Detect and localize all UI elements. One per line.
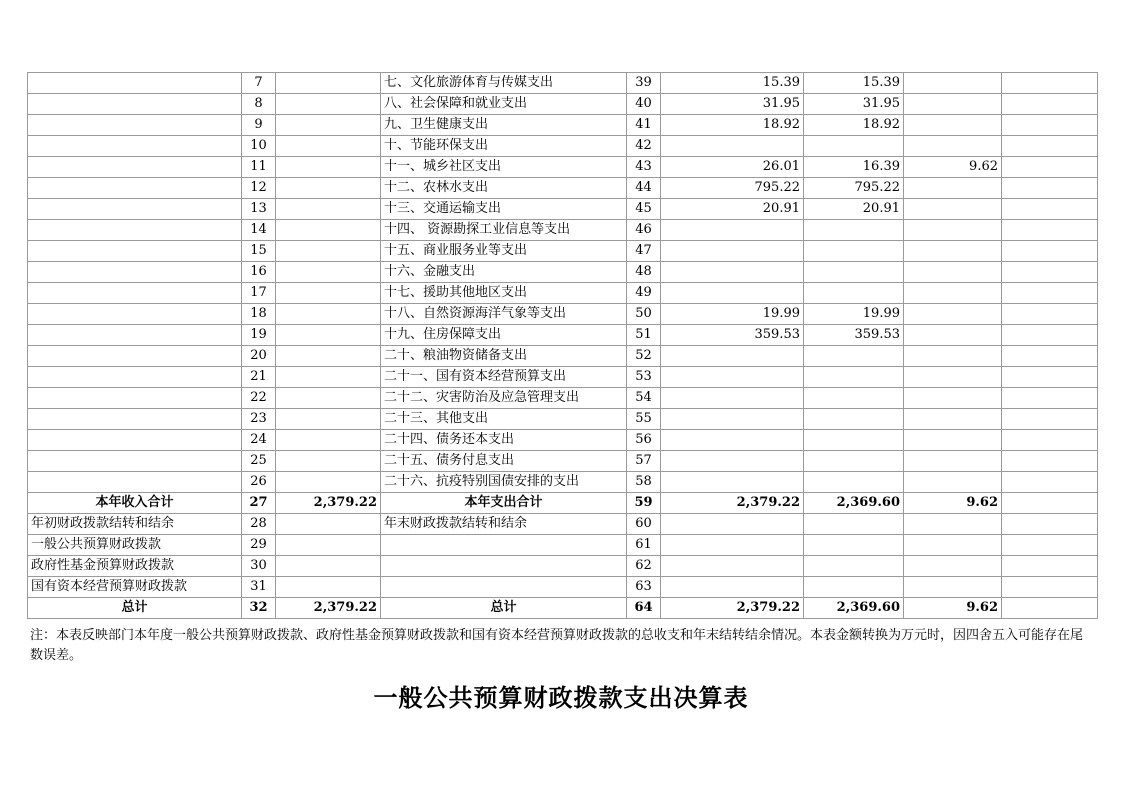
expense-total-cell: [661, 514, 804, 535]
income-amount-cell: [276, 157, 381, 178]
expense-line-number: 39: [627, 73, 661, 94]
government-fund-cell: [904, 577, 1002, 598]
state-capital-cell: [1002, 325, 1098, 346]
income-amount-cell: [276, 472, 381, 493]
state-capital-cell: [1002, 220, 1098, 241]
expense-total-cell: 15.39: [661, 73, 804, 94]
expense-line-number: 61: [627, 535, 661, 556]
table-row: [28, 94, 1098, 115]
general-budget-cell: [804, 430, 904, 451]
general-budget-cell: [804, 283, 904, 304]
government-fund-cell: [904, 115, 1002, 136]
government-fund-cell: [904, 94, 1002, 115]
general-budget-cell: 16.39: [804, 157, 904, 178]
expense-item-cell: 年末财政拨款结转和结余: [381, 514, 627, 535]
expense-item-cell: 二十、粮油物资储备支出: [381, 346, 627, 367]
state-capital-cell: [1002, 451, 1098, 472]
general-budget-cell: [804, 451, 904, 472]
expense-total-cell: 26.01: [661, 157, 804, 178]
income-amount-cell: [276, 220, 381, 241]
expense-total-cell: [661, 367, 804, 388]
income-line-number: 7: [242, 73, 276, 94]
income-line-number: 31: [242, 577, 276, 598]
table-row: [28, 388, 1098, 409]
expense-line-number: 54: [627, 388, 661, 409]
expense-line-number: 58: [627, 472, 661, 493]
income-line-number: 27: [242, 493, 276, 514]
general-budget-cell: [804, 262, 904, 283]
government-fund-cell: 9.62: [904, 157, 1002, 178]
expense-total-cell: 795.22: [661, 178, 804, 199]
income-line-number: 32: [242, 598, 276, 619]
government-fund-cell: [904, 325, 1002, 346]
income-item-cell: [28, 472, 242, 493]
expense-line-number: 52: [627, 346, 661, 367]
table-row: [28, 535, 1098, 556]
expense-line-number: 42: [627, 136, 661, 157]
income-line-number: 23: [242, 409, 276, 430]
government-fund-cell: [904, 346, 1002, 367]
general-budget-cell: [804, 409, 904, 430]
general-budget-cell: 795.22: [804, 178, 904, 199]
state-capital-cell: [1002, 409, 1098, 430]
general-budget-cell: 19.99: [804, 304, 904, 325]
income-line-number: 21: [242, 367, 276, 388]
expense-item-cell: 八、社会保障和就业支出: [381, 94, 627, 115]
state-capital-cell: [1002, 430, 1098, 451]
expense-item-cell: 二十一、国有资本经营预算支出: [381, 367, 627, 388]
general-budget-cell: [804, 220, 904, 241]
income-amount-cell: [276, 451, 381, 472]
expense-line-number: 40: [627, 94, 661, 115]
expense-total-cell: 19.99: [661, 304, 804, 325]
expense-item-cell: 九、卫生健康支出: [381, 115, 627, 136]
next-section-title: 一般公共预算财政拨款支出决算表: [373, 684, 749, 712]
income-amount-cell: [276, 241, 381, 262]
table-row: [28, 367, 1098, 388]
income-item-cell: [28, 178, 242, 199]
expense-total-cell: 18.92: [661, 115, 804, 136]
expense-line-number: 46: [627, 220, 661, 241]
state-capital-cell: [1002, 493, 1098, 514]
income-amount-cell: [276, 178, 381, 199]
income-line-number: 30: [242, 556, 276, 577]
state-capital-cell: [1002, 556, 1098, 577]
expense-line-number: 41: [627, 115, 661, 136]
income-item-cell: [28, 367, 242, 388]
government-fund-cell: [904, 178, 1002, 199]
state-capital-cell: [1002, 367, 1098, 388]
expense-item-cell: 十二、农林水支出: [381, 178, 627, 199]
general-budget-cell: 359.53: [804, 325, 904, 346]
income-line-number: 8: [242, 94, 276, 115]
expense-total-cell: [661, 472, 804, 493]
government-fund-cell: [904, 430, 1002, 451]
expense-total-cell: [661, 241, 804, 262]
government-fund-cell: [904, 283, 1002, 304]
table-row: [28, 556, 1098, 577]
income-item-cell: [28, 241, 242, 262]
income-item-cell: [28, 346, 242, 367]
general-budget-cell: [804, 514, 904, 535]
income-amount-cell: [276, 325, 381, 346]
expense-item-cell: 十九、住房保障支出: [381, 325, 627, 346]
table-row: [28, 514, 1098, 535]
general-budget-cell: [804, 367, 904, 388]
income-item-cell: 政府性基金预算财政拨款: [28, 556, 242, 577]
expense-line-number: 43: [627, 157, 661, 178]
expense-line-number: 45: [627, 199, 661, 220]
income-item-cell: [28, 94, 242, 115]
total-row: [28, 598, 1098, 619]
income-line-number: 29: [242, 535, 276, 556]
expense-line-number: 57: [627, 451, 661, 472]
expense-item-cell: 本年支出合计: [381, 493, 627, 514]
income-amount-cell: 2,379.22: [276, 598, 381, 619]
expense-total-cell: [661, 577, 804, 598]
state-capital-cell: [1002, 94, 1098, 115]
government-fund-cell: [904, 241, 1002, 262]
table-row: [28, 136, 1098, 157]
income-item-cell: [28, 325, 242, 346]
income-amount-cell: [276, 73, 381, 94]
income-amount-cell: [276, 409, 381, 430]
expense-total-cell: [661, 409, 804, 430]
income-line-number: 13: [242, 199, 276, 220]
table-row: [28, 262, 1098, 283]
expense-line-number: 55: [627, 409, 661, 430]
table-row: [28, 220, 1098, 241]
expense-item-cell: 二十二、灾害防治及应急管理支出: [381, 388, 627, 409]
table-row: [28, 304, 1098, 325]
expense-item-cell: [381, 577, 627, 598]
expense-item-cell: 十三、交通运输支出: [381, 199, 627, 220]
government-fund-cell: [904, 514, 1002, 535]
table-row: [28, 178, 1098, 199]
income-amount-cell: [276, 346, 381, 367]
government-fund-cell: [904, 556, 1002, 577]
table-row: [28, 157, 1098, 178]
general-budget-cell: [804, 472, 904, 493]
income-line-number: 12: [242, 178, 276, 199]
income-item-cell: [28, 388, 242, 409]
income-item-cell: [28, 157, 242, 178]
expense-line-number: 56: [627, 430, 661, 451]
general-budget-cell: [804, 577, 904, 598]
state-capital-cell: [1002, 304, 1098, 325]
expense-line-number: 62: [627, 556, 661, 577]
state-capital-cell: [1002, 115, 1098, 136]
table-row: [28, 472, 1098, 493]
expense-item-cell: 十、节能环保支出: [381, 136, 627, 157]
expense-total-cell: [661, 262, 804, 283]
general-budget-cell: [804, 346, 904, 367]
expense-line-number: 60: [627, 514, 661, 535]
income-item-cell: 年初财政拨款结转和结余: [28, 514, 242, 535]
income-line-number: 20: [242, 346, 276, 367]
income-item-cell: [28, 115, 242, 136]
income-amount-cell: [276, 577, 381, 598]
expense-line-number: 48: [627, 262, 661, 283]
total-row: [28, 493, 1098, 514]
government-fund-cell: [904, 535, 1002, 556]
income-line-number: 24: [242, 430, 276, 451]
expense-item-cell: 十五、商业服务业等支出: [381, 241, 627, 262]
state-capital-cell: [1002, 199, 1098, 220]
income-line-number: 18: [242, 304, 276, 325]
government-fund-cell: [904, 304, 1002, 325]
expense-total-cell: [661, 283, 804, 304]
state-capital-cell: [1002, 514, 1098, 535]
general-budget-cell: [804, 136, 904, 157]
state-capital-cell: [1002, 241, 1098, 262]
income-amount-cell: 2,379.22: [276, 493, 381, 514]
income-item-cell: [28, 136, 242, 157]
table-row: [28, 577, 1098, 598]
government-fund-cell: [904, 409, 1002, 430]
income-amount-cell: [276, 262, 381, 283]
general-budget-cell: [804, 388, 904, 409]
expense-total-cell: [661, 388, 804, 409]
state-capital-cell: [1002, 262, 1098, 283]
expense-line-number: 64: [627, 598, 661, 619]
state-capital-cell: [1002, 577, 1098, 598]
general-budget-cell: [804, 241, 904, 262]
expense-total-cell: 31.95: [661, 94, 804, 115]
state-capital-cell: [1002, 136, 1098, 157]
expense-total-cell: [661, 220, 804, 241]
income-line-number: 11: [242, 157, 276, 178]
table-note: 注：本表反映部门本年度一般公共预算财政拨款、政府性基金预算财政拨款和国有资本经营预算财政拨款的总收支和年末结转结余情况。本表金额转换为万元时，因四舍五入可能存在尾数误差。: [30, 628, 1084, 663]
income-amount-cell: [276, 115, 381, 136]
income-item-cell: 本年收入合计: [28, 493, 242, 514]
income-item-cell: [28, 451, 242, 472]
expense-line-number: 50: [627, 304, 661, 325]
general-budget-cell: [804, 535, 904, 556]
expense-total-cell: [661, 136, 804, 157]
expense-item-cell: [381, 556, 627, 577]
expense-total-cell: [661, 535, 804, 556]
expense-item-cell: 二十五、债务付息支出: [381, 451, 627, 472]
table-row: [28, 115, 1098, 136]
expense-item-cell: 十八、自然资源海洋气象等支出: [381, 304, 627, 325]
government-fund-cell: [904, 388, 1002, 409]
income-line-number: 17: [242, 283, 276, 304]
income-line-number: 16: [242, 262, 276, 283]
income-item-cell: [28, 304, 242, 325]
income-amount-cell: [276, 367, 381, 388]
government-fund-cell: [904, 451, 1002, 472]
state-capital-cell: [1002, 346, 1098, 367]
income-item-cell: [28, 283, 242, 304]
table-row: [28, 409, 1098, 430]
income-amount-cell: [276, 283, 381, 304]
general-budget-cell: 20.91: [804, 199, 904, 220]
table-row: [28, 283, 1098, 304]
government-fund-cell: [904, 262, 1002, 283]
table-row: [28, 430, 1098, 451]
income-amount-cell: [276, 388, 381, 409]
expense-item-cell: 二十三、其他支出: [381, 409, 627, 430]
income-amount-cell: [276, 430, 381, 451]
income-amount-cell: [276, 556, 381, 577]
state-capital-cell: [1002, 388, 1098, 409]
income-item-cell: [28, 73, 242, 94]
government-fund-cell: [904, 199, 1002, 220]
table-row: [28, 451, 1098, 472]
expense-total-cell: [661, 430, 804, 451]
income-item-cell: [28, 409, 242, 430]
income-line-number: 14: [242, 220, 276, 241]
income-item-cell: [28, 220, 242, 241]
expense-total-cell: [661, 346, 804, 367]
income-line-number: 25: [242, 451, 276, 472]
state-capital-cell: [1002, 472, 1098, 493]
expense-item-cell: [381, 535, 627, 556]
income-item-cell: 一般公共预算财政拨款: [28, 535, 242, 556]
government-fund-cell: [904, 220, 1002, 241]
state-capital-cell: [1002, 178, 1098, 199]
income-amount-cell: [276, 304, 381, 325]
income-line-number: 10: [242, 136, 276, 157]
expense-line-number: 63: [627, 577, 661, 598]
income-line-number: 26: [242, 472, 276, 493]
expense-line-number: 44: [627, 178, 661, 199]
general-budget-cell: [804, 556, 904, 577]
expense-line-number: 47: [627, 241, 661, 262]
government-fund-cell: [904, 73, 1002, 94]
general-budget-cell: 31.95: [804, 94, 904, 115]
expense-line-number: 59: [627, 493, 661, 514]
income-line-number: 28: [242, 514, 276, 535]
expense-line-number: 53: [627, 367, 661, 388]
general-budget-cell: 2,369.60: [804, 493, 904, 514]
government-fund-cell: [904, 367, 1002, 388]
income-amount-cell: [276, 136, 381, 157]
income-line-number: 15: [242, 241, 276, 262]
table-row: [28, 73, 1098, 94]
government-fund-cell: [904, 136, 1002, 157]
expense-item-cell: 十一、城乡社区支出: [381, 157, 627, 178]
income-amount-cell: [276, 94, 381, 115]
table-row: [28, 346, 1098, 367]
expense-item-cell: 总计: [381, 598, 627, 619]
general-budget-cell: 2,369.60: [804, 598, 904, 619]
table-row: [28, 199, 1098, 220]
income-item-cell: [28, 262, 242, 283]
expense-item-cell: 十六、金融支出: [381, 262, 627, 283]
income-amount-cell: [276, 535, 381, 556]
expense-total-cell: 2,379.22: [661, 598, 804, 619]
general-budget-cell: 18.92: [804, 115, 904, 136]
income-item-cell: 总计: [28, 598, 242, 619]
expense-line-number: 51: [627, 325, 661, 346]
expense-item-cell: 二十四、债务还本支出: [381, 430, 627, 451]
government-fund-cell: [904, 472, 1002, 493]
expense-item-cell: 十七、援助其他地区支出: [381, 283, 627, 304]
government-fund-cell: 9.62: [904, 493, 1002, 514]
expense-line-number: 49: [627, 283, 661, 304]
income-line-number: 9: [242, 115, 276, 136]
expense-item-cell: 二十六、抗疫特别国债安排的支出: [381, 472, 627, 493]
expense-total-cell: [661, 556, 804, 577]
income-item-cell: [28, 430, 242, 451]
income-item-cell: 国有资本经营预算财政拨款: [28, 577, 242, 598]
expense-total-cell: [661, 451, 804, 472]
table-row: [28, 241, 1098, 262]
government-fund-cell: 9.62: [904, 598, 1002, 619]
state-capital-cell: [1002, 283, 1098, 304]
expense-item-cell: 七、文化旅游体育与传媒支出: [381, 73, 627, 94]
expense-total-cell: 2,379.22: [661, 493, 804, 514]
state-capital-cell: [1002, 73, 1098, 94]
income-line-number: 22: [242, 388, 276, 409]
general-budget-cell: 15.39: [804, 73, 904, 94]
state-capital-cell: [1002, 157, 1098, 178]
income-line-number: 19: [242, 325, 276, 346]
expense-total-cell: 20.91: [661, 199, 804, 220]
expense-item-cell: 十四、 资源勘探工业信息等支出: [381, 220, 627, 241]
state-capital-cell: [1002, 598, 1098, 619]
state-capital-cell: [1002, 535, 1098, 556]
table-row: [28, 325, 1098, 346]
income-item-cell: [28, 199, 242, 220]
income-amount-cell: [276, 199, 381, 220]
income-amount-cell: [276, 514, 381, 535]
budget-table: [27, 72, 1098, 619]
expense-total-cell: 359.53: [661, 325, 804, 346]
